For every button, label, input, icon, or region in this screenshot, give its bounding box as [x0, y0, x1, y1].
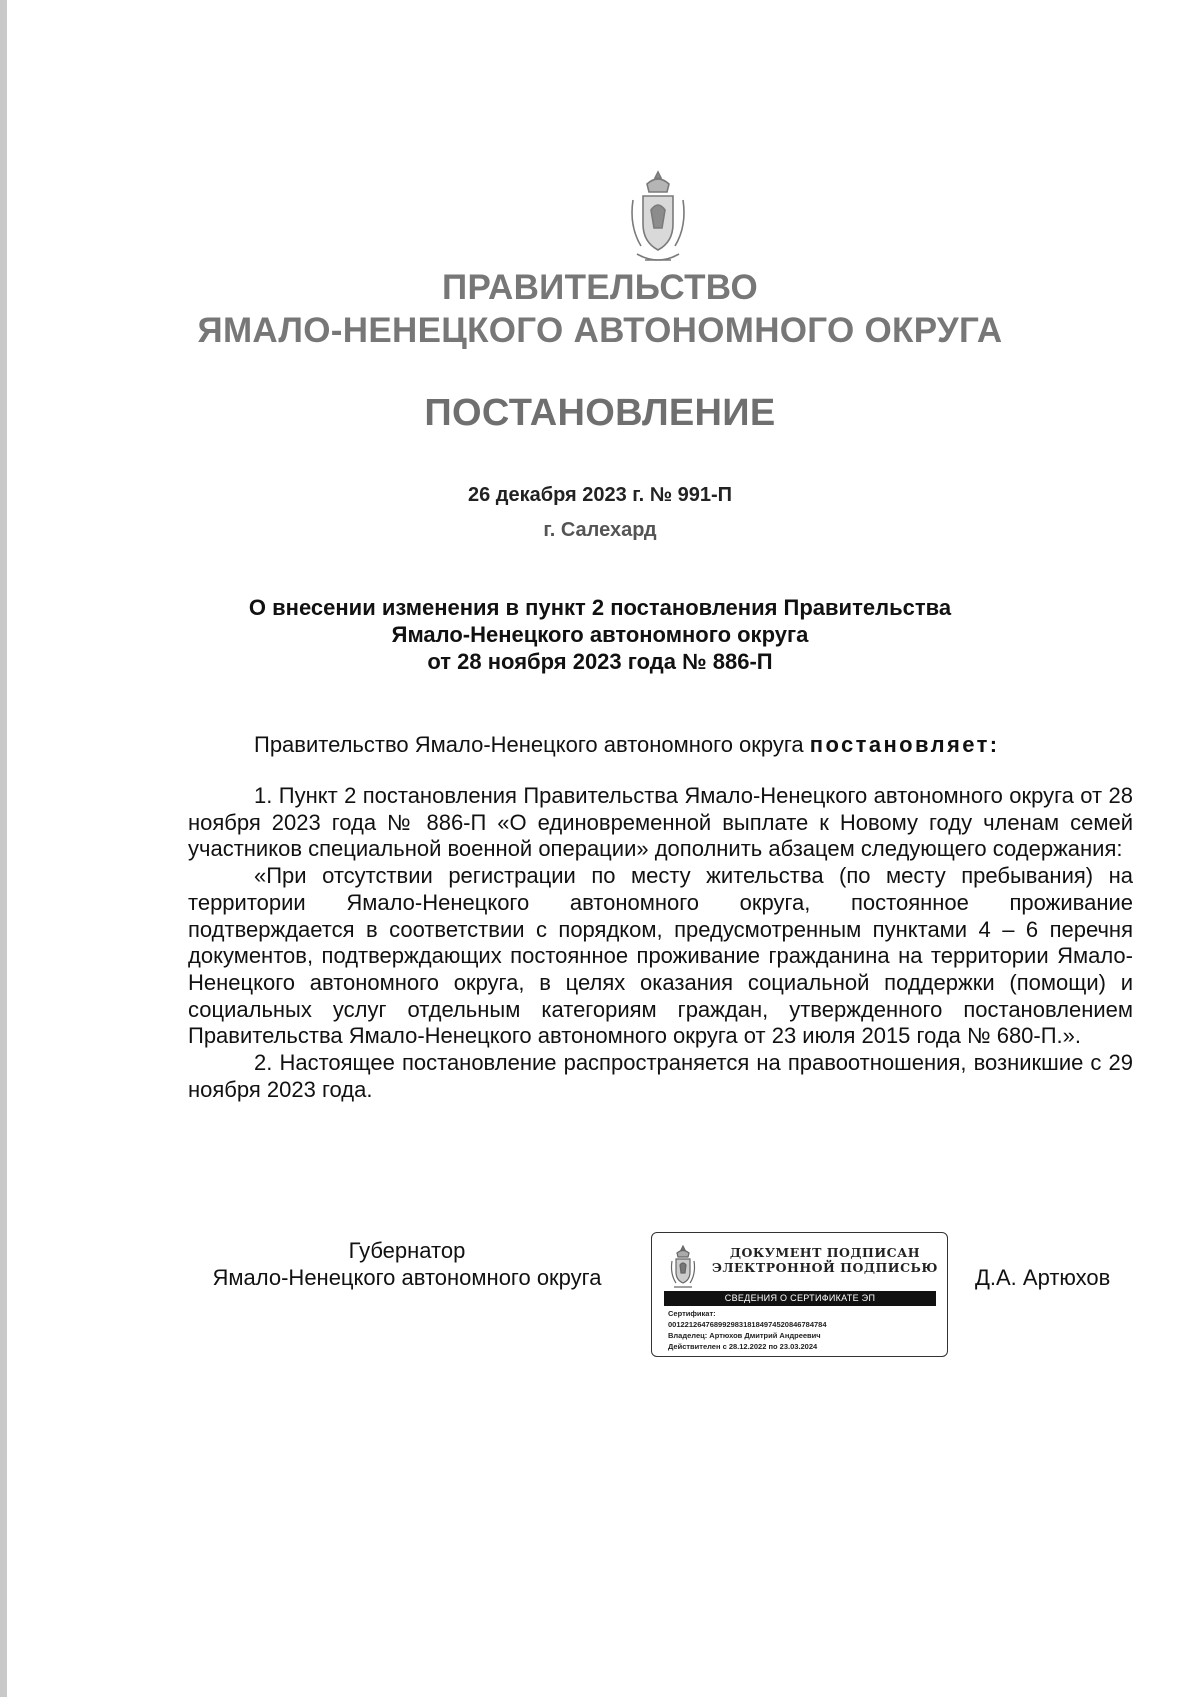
subject-line1: О внесении изменения в пункт 2 постановления Правительства	[248, 595, 952, 620]
coat-of-arms-emblem	[625, 170, 691, 270]
electronic-signature-stamp	[651, 1232, 948, 1357]
stamp-heading-line1: ДОКУМЕНТ ПОДПИСАН	[729, 1245, 921, 1260]
signer-title	[188, 1237, 626, 1291]
signer-name: Д.А. Артюхов	[975, 1265, 1111, 1290]
stamp-certificate-details	[668, 1308, 938, 1352]
stamp-emblem-icon	[668, 1245, 698, 1293]
signer-title-line1: Губернатор	[348, 1238, 466, 1263]
stamp-cert-number: 00122126476899298318184974520846784784	[668, 1320, 827, 1329]
stamp-owner: Владелец: Артюхов Дмитрий Андреевич	[668, 1331, 821, 1340]
government-title	[0, 266, 1200, 352]
clause-2: 2. Настоящее постановление распространяется на правоотношения, возникшие с 29 ноября 2023 года.	[188, 1050, 1133, 1102]
document-date-number: 26 декабря 2023 г. № 991-П	[467, 484, 733, 506]
stamp-heading	[710, 1245, 940, 1275]
stamp-certificate-bar: СВЕДЕНИЯ О СЕРТИФИКАТЕ ЭП	[664, 1291, 936, 1306]
clause-1: 1. Пункт 2 постановления Правительства Ямало-Ненецкого автономного округа от 28 ноября 2023 года № 886-П «О единовременной выплате к Новому году членам семей участников специальной военной операции» дополнить абзацем следующего содержания:	[188, 783, 1133, 862]
signer-title-line2: Ямало-Ненецкого автономного округа	[212, 1265, 602, 1290]
stamp-validity: Действителен с 28.12.2022 по 23.03.2024	[668, 1342, 818, 1351]
preamble	[188, 732, 1199, 759]
document-type: ПОСТАНОВЛЕНИЕ	[424, 392, 776, 434]
preamble-text: Правительство Ямало-Ненецкого автономного округа	[254, 732, 810, 757]
stamp-cert-label: Сертификат:	[668, 1309, 716, 1318]
page-left-edge	[0, 0, 7, 1697]
preamble-keyword: постановляет:	[809, 732, 1000, 757]
document-subject	[0, 594, 1200, 675]
clause-1-quote: «При отсутствии регистрации по месту жительства (по месту пребывания) на территории Ямало-Ненецкого автономного округа, постоянное проживание подтверждается в соответствии с порядком, предусмотренным пунктами 4 – 6 перечня документов, подтверждающих постоянное проживание гражданина на территории Ямало-Ненецкого автономного округа, в целях оказания социальной поддержки (помощи) и социальных услуг отдельным категориям граждан, утвержденного постановлением Правительства Ямало-Ненецкого автономного округа от 23 июля 2015 года № 680-П.».	[188, 863, 1133, 1049]
document-city: г. Салехард	[543, 519, 657, 541]
government-title-line2: ЯМАЛО-НЕНЕЦКОГО АВТОНОМНОГО ОКРУГА	[197, 311, 1003, 350]
stamp-heading-line2: ЭЛЕКТРОННОЙ ПОДПИСЬЮ	[712, 1260, 938, 1275]
document-clauses	[188, 783, 1133, 1103]
government-title-line1: ПРАВИТЕЛЬСТВО	[441, 268, 758, 307]
subject-line2: Ямало-Ненецкого автономного округа	[391, 622, 809, 647]
subject-line3: от 28 ноября 2023 года № 886-П	[427, 649, 773, 674]
